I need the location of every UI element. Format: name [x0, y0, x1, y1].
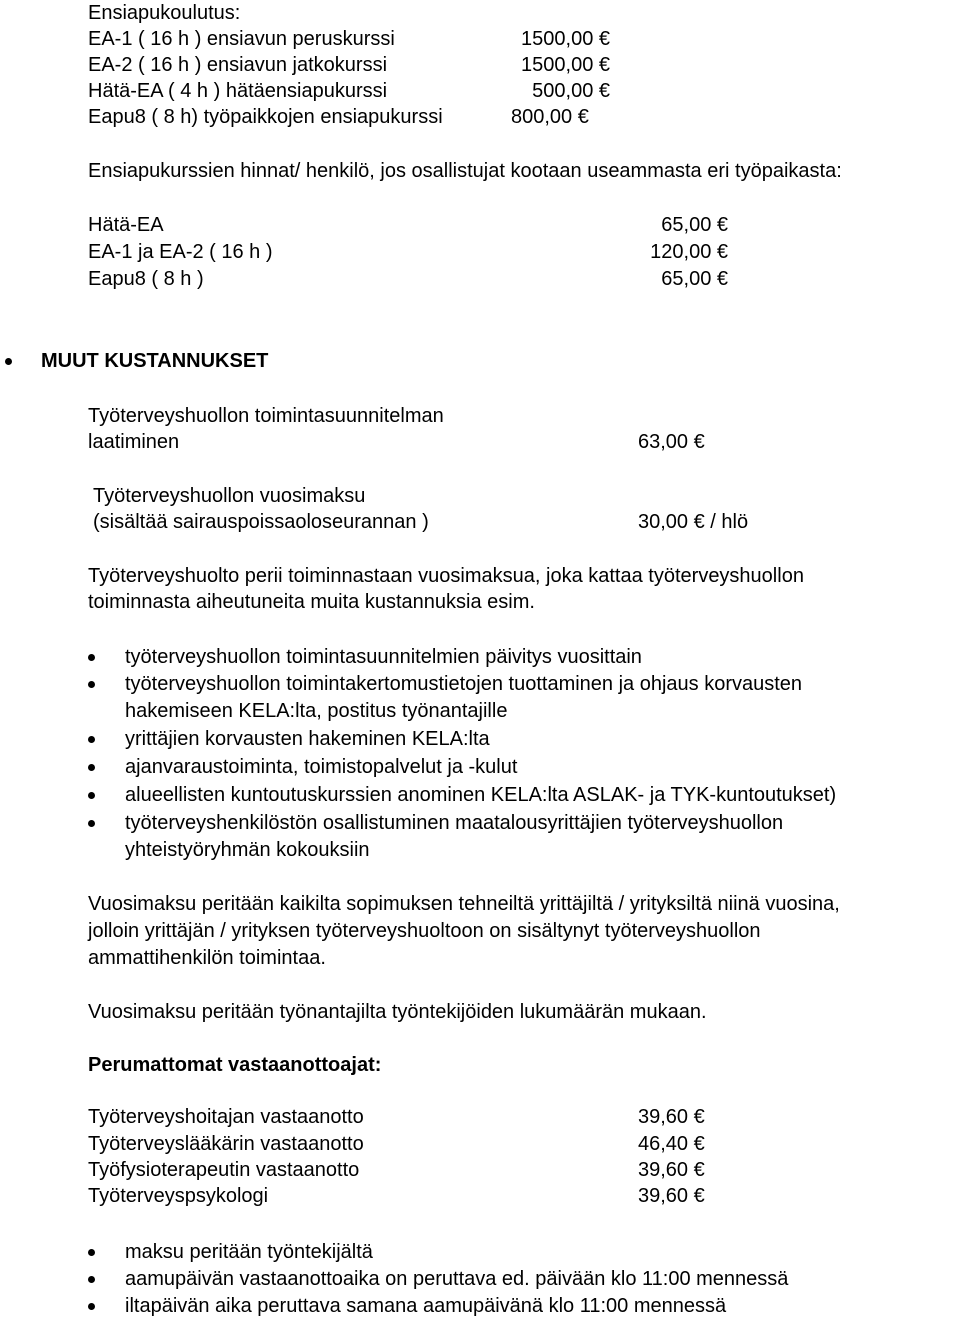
course-price: 800,00 €: [511, 106, 589, 128]
missed-item-price: 46,40 €: [638, 1133, 705, 1155]
course-name: Hätä-EA ( 4 h ) hätäensiapukurssi: [88, 80, 388, 102]
per-person-name: Eapu8 ( 8 h ): [88, 268, 204, 290]
list-item-continuation: hakemiseen KELA:lta, postitus työnantajille: [125, 700, 508, 722]
list-item: työterveyshenkilöstön osallistuminen maatalousyrittäjien työterveyshuollon: [125, 812, 784, 834]
bullet-icon: [88, 1276, 95, 1283]
missed-item-name: Työterveyspsykologi: [88, 1185, 269, 1207]
bullet-icon: [88, 764, 95, 771]
course-name: Eapu8 ( 8 h) työpaikkojen ensiapukurssi: [88, 106, 443, 128]
course-name: EA-2 ( 16 h ) ensiavun jatkokurssi: [88, 54, 388, 76]
bullet-icon: [88, 681, 95, 688]
paragraph-line: jolloin yrittäjän / yrityksen työterveyshuoltoon on sisältynyt työterveyshuollon: [88, 920, 761, 942]
per-person-price: 65,00 €: [661, 268, 728, 290]
bullet-icon: [88, 654, 95, 661]
per-person-name: Hätä-EA: [88, 214, 164, 236]
missed-item-name: Työterveyslääkärin vastaanotto: [88, 1133, 364, 1155]
bullet-icon: [88, 792, 95, 799]
course-price: 1500,00 €: [521, 28, 610, 50]
per-person-heading: Ensiapukurssien hinnat/ henkilö, jos osallistujat kootaan useammasta eri työpaikasta:: [88, 160, 842, 182]
list-item: maksu peritään työntekijältä: [125, 1241, 373, 1263]
missed-item-name: Työterveyshoitajan vastaanotto: [88, 1106, 364, 1128]
per-person-name: EA-1 ja EA-2 ( 16 h ): [88, 241, 273, 263]
list-item: aamupäivän vastaanottoaika on peruttava ed. päivään klo 11:00 mennessä: [125, 1268, 789, 1290]
list-item-continuation: yhteistyöryhmän kokouksiin: [125, 839, 370, 861]
missed-item-price: 39,60 €: [638, 1159, 705, 1181]
course-price: 1500,00 €: [521, 54, 610, 76]
missed-item-price: 39,60 €: [638, 1106, 705, 1128]
missed-heading: Perumattomat vastaanottoajat:: [88, 1054, 382, 1076]
plan-price: 63,00 €: [638, 431, 705, 453]
list-item: yrittäjien korvausten hakeminen KELA:lta: [125, 728, 490, 750]
per-person-price: 65,00 €: [661, 214, 728, 236]
fee-label-line1: Työterveyshuollon vuosimaksu: [93, 485, 366, 507]
bullet-icon: [5, 358, 12, 365]
list-item: työterveyshuollon toimintakertomustietojen tuottaminen ja ohjaus korvausten: [125, 673, 803, 695]
bullet-icon: [88, 736, 95, 743]
bullet-icon: [88, 1249, 95, 1256]
list-item: työterveyshuollon toimintasuunnitelmien päivitys vuosittain: [125, 646, 642, 668]
muut-heading: MUUT KUSTANNUKSET: [41, 350, 269, 372]
paragraph-line: ammattihenkilön toimintaa.: [88, 947, 326, 969]
list-item: alueellisten kuntoutuskurssien anominen KELA:lta ASLAK- ja TYK-kuntoutukset): [125, 784, 837, 806]
course-price: 500,00 €: [532, 80, 610, 102]
list-item: iltapäivän aika peruttava samana aamupäivänä klo 11:00 mennessä: [125, 1295, 727, 1317]
missed-item-name: Työfysioterapeutin vastaanotto: [88, 1159, 360, 1181]
bullet-icon: [88, 820, 95, 827]
course-name: EA-1 ( 16 h ) ensiavun peruskurssi: [88, 28, 395, 50]
fee-price: 30,00 € / hlö: [638, 511, 749, 533]
bullet-icon: [88, 1303, 95, 1310]
list-item: ajanvaraustoiminta, toimistopalvelut ja -kulut: [125, 756, 518, 778]
missed-item-price: 39,60 €: [638, 1185, 705, 1207]
per-person-price: 120,00 €: [650, 241, 728, 263]
paragraph-line: Vuosimaksu peritään kaikilta sopimuksen tehneiltä yrittäjiltä / yrityksiltä niinä vuosina,: [88, 893, 840, 915]
fee-label-line2: (sisältää sairauspoissaoloseurannan ): [93, 511, 429, 533]
plan-label-line1: Työterveyshuollon toimintasuunnitelman: [88, 405, 444, 427]
paragraph-line: toiminnasta aiheutuneita muita kustannuksia esim.: [88, 591, 535, 613]
paragraph-line: Vuosimaksu peritään työnantajilta työntekijöiden lukumäärän mukaan.: [88, 1001, 707, 1023]
section-heading-ensiapu: Ensiapukoulutus:: [88, 2, 241, 24]
paragraph-line: Työterveyshuolto perii toiminnastaan vuosimaksua, joka kattaa työterveyshuollon: [88, 565, 804, 587]
plan-label-line2: laatiminen: [88, 431, 180, 453]
